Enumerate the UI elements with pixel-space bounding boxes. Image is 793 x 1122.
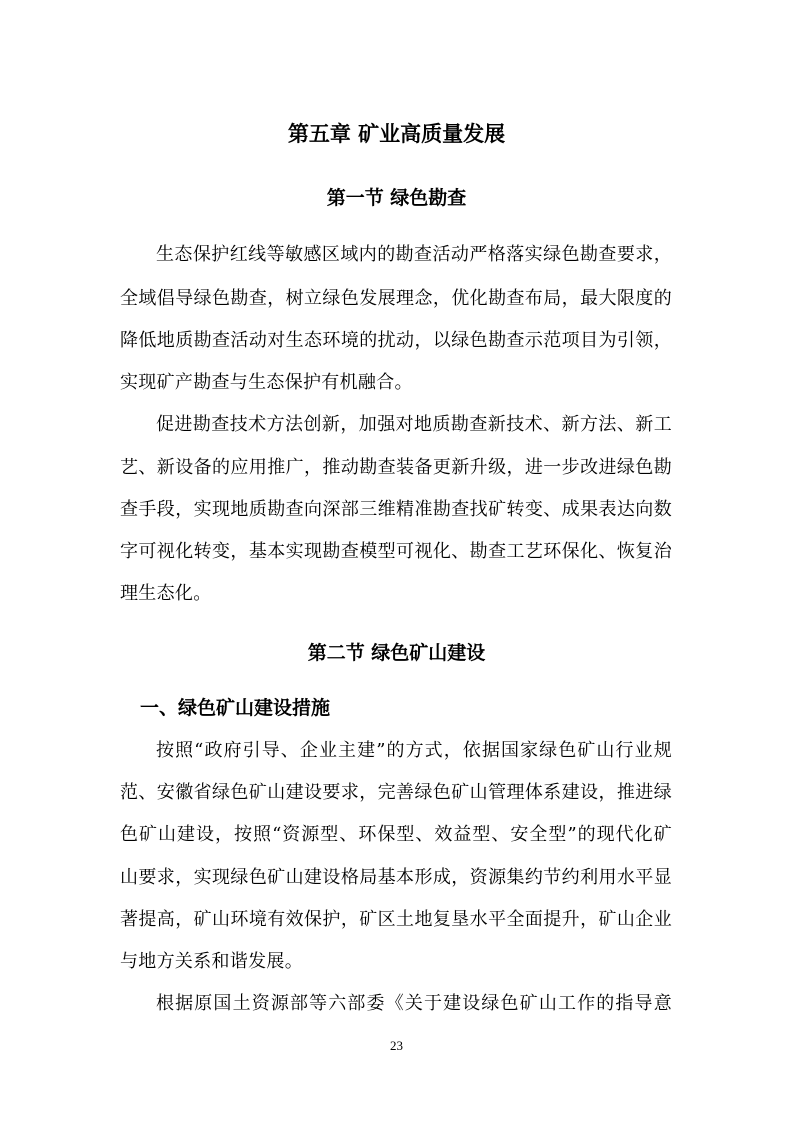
paragraph-line: 理生态化。 xyxy=(120,583,212,604)
paragraph-line: 色矿山建设，按照“资源型、环保型、效益型、安全型”的现代化矿 xyxy=(120,824,672,845)
paragraph-line: 促进勘查技术方法创新，加强对地质勘查新技术、新方法、新工 xyxy=(156,414,672,435)
paragraph-line: 字可视化转变，基本实现勘查模型可视化、勘查工艺环保化、恢复治 xyxy=(120,541,672,562)
paragraph-line: 查手段，实现地质勘查向深部三维精准勘查找矿转变、成果表达向数 xyxy=(120,499,672,520)
section-title-green-exploration: 第一节 绿色勘查 xyxy=(326,187,467,209)
section-title-green-mine-construction: 第二节 绿色矿山建设 xyxy=(307,642,486,664)
page-number: 23 xyxy=(390,1038,403,1053)
paragraph-line: 按照“政府引导、企业主建”的方式，依据国家绿色矿山行业规 xyxy=(156,740,672,761)
paragraph-line: 全域倡导绿色勘查，树立绿色发展理念，优化勘查布局，最大限度的 xyxy=(120,288,672,309)
chapter-title: 第五章 矿业高质量发展 xyxy=(287,122,506,146)
paragraph-line: 著提高，矿山环境有效保护，矿区土地复垦水平全面提升，矿山企业 xyxy=(120,909,672,930)
paragraph-line: 根据原国土资源部等六部委《关于建设绿色矿山工作的指导意 xyxy=(156,993,672,1014)
paragraph-line: 范、安徽省绿色矿山建设要求，完善绿色矿山管理体系建设，推进绿 xyxy=(120,782,672,803)
paragraph-line: 艺、新设备的应用推广，推动勘查装备更新升级，进一步改进绿色勘 xyxy=(120,457,672,478)
paragraph-line: 与地方关系和谐发展。 xyxy=(120,951,303,972)
paragraph-line: 实现矿产勘查与生态保护有机融合。 xyxy=(120,372,413,393)
paragraph-line: 降低地质勘查活动对生态环境的扰动，以绿色勘查示范项目为引领， xyxy=(120,330,672,351)
paragraph-line: 山要求，实现绿色矿山建设格局基本形成，资源集约节约利用水平显 xyxy=(120,867,672,888)
subsection-title: 一、绿色矿山建设措施 xyxy=(140,697,331,719)
paragraph-line: 生态保护红线等敏感区域内的勘查活动严格落实绿色勘查要求， xyxy=(156,244,672,265)
